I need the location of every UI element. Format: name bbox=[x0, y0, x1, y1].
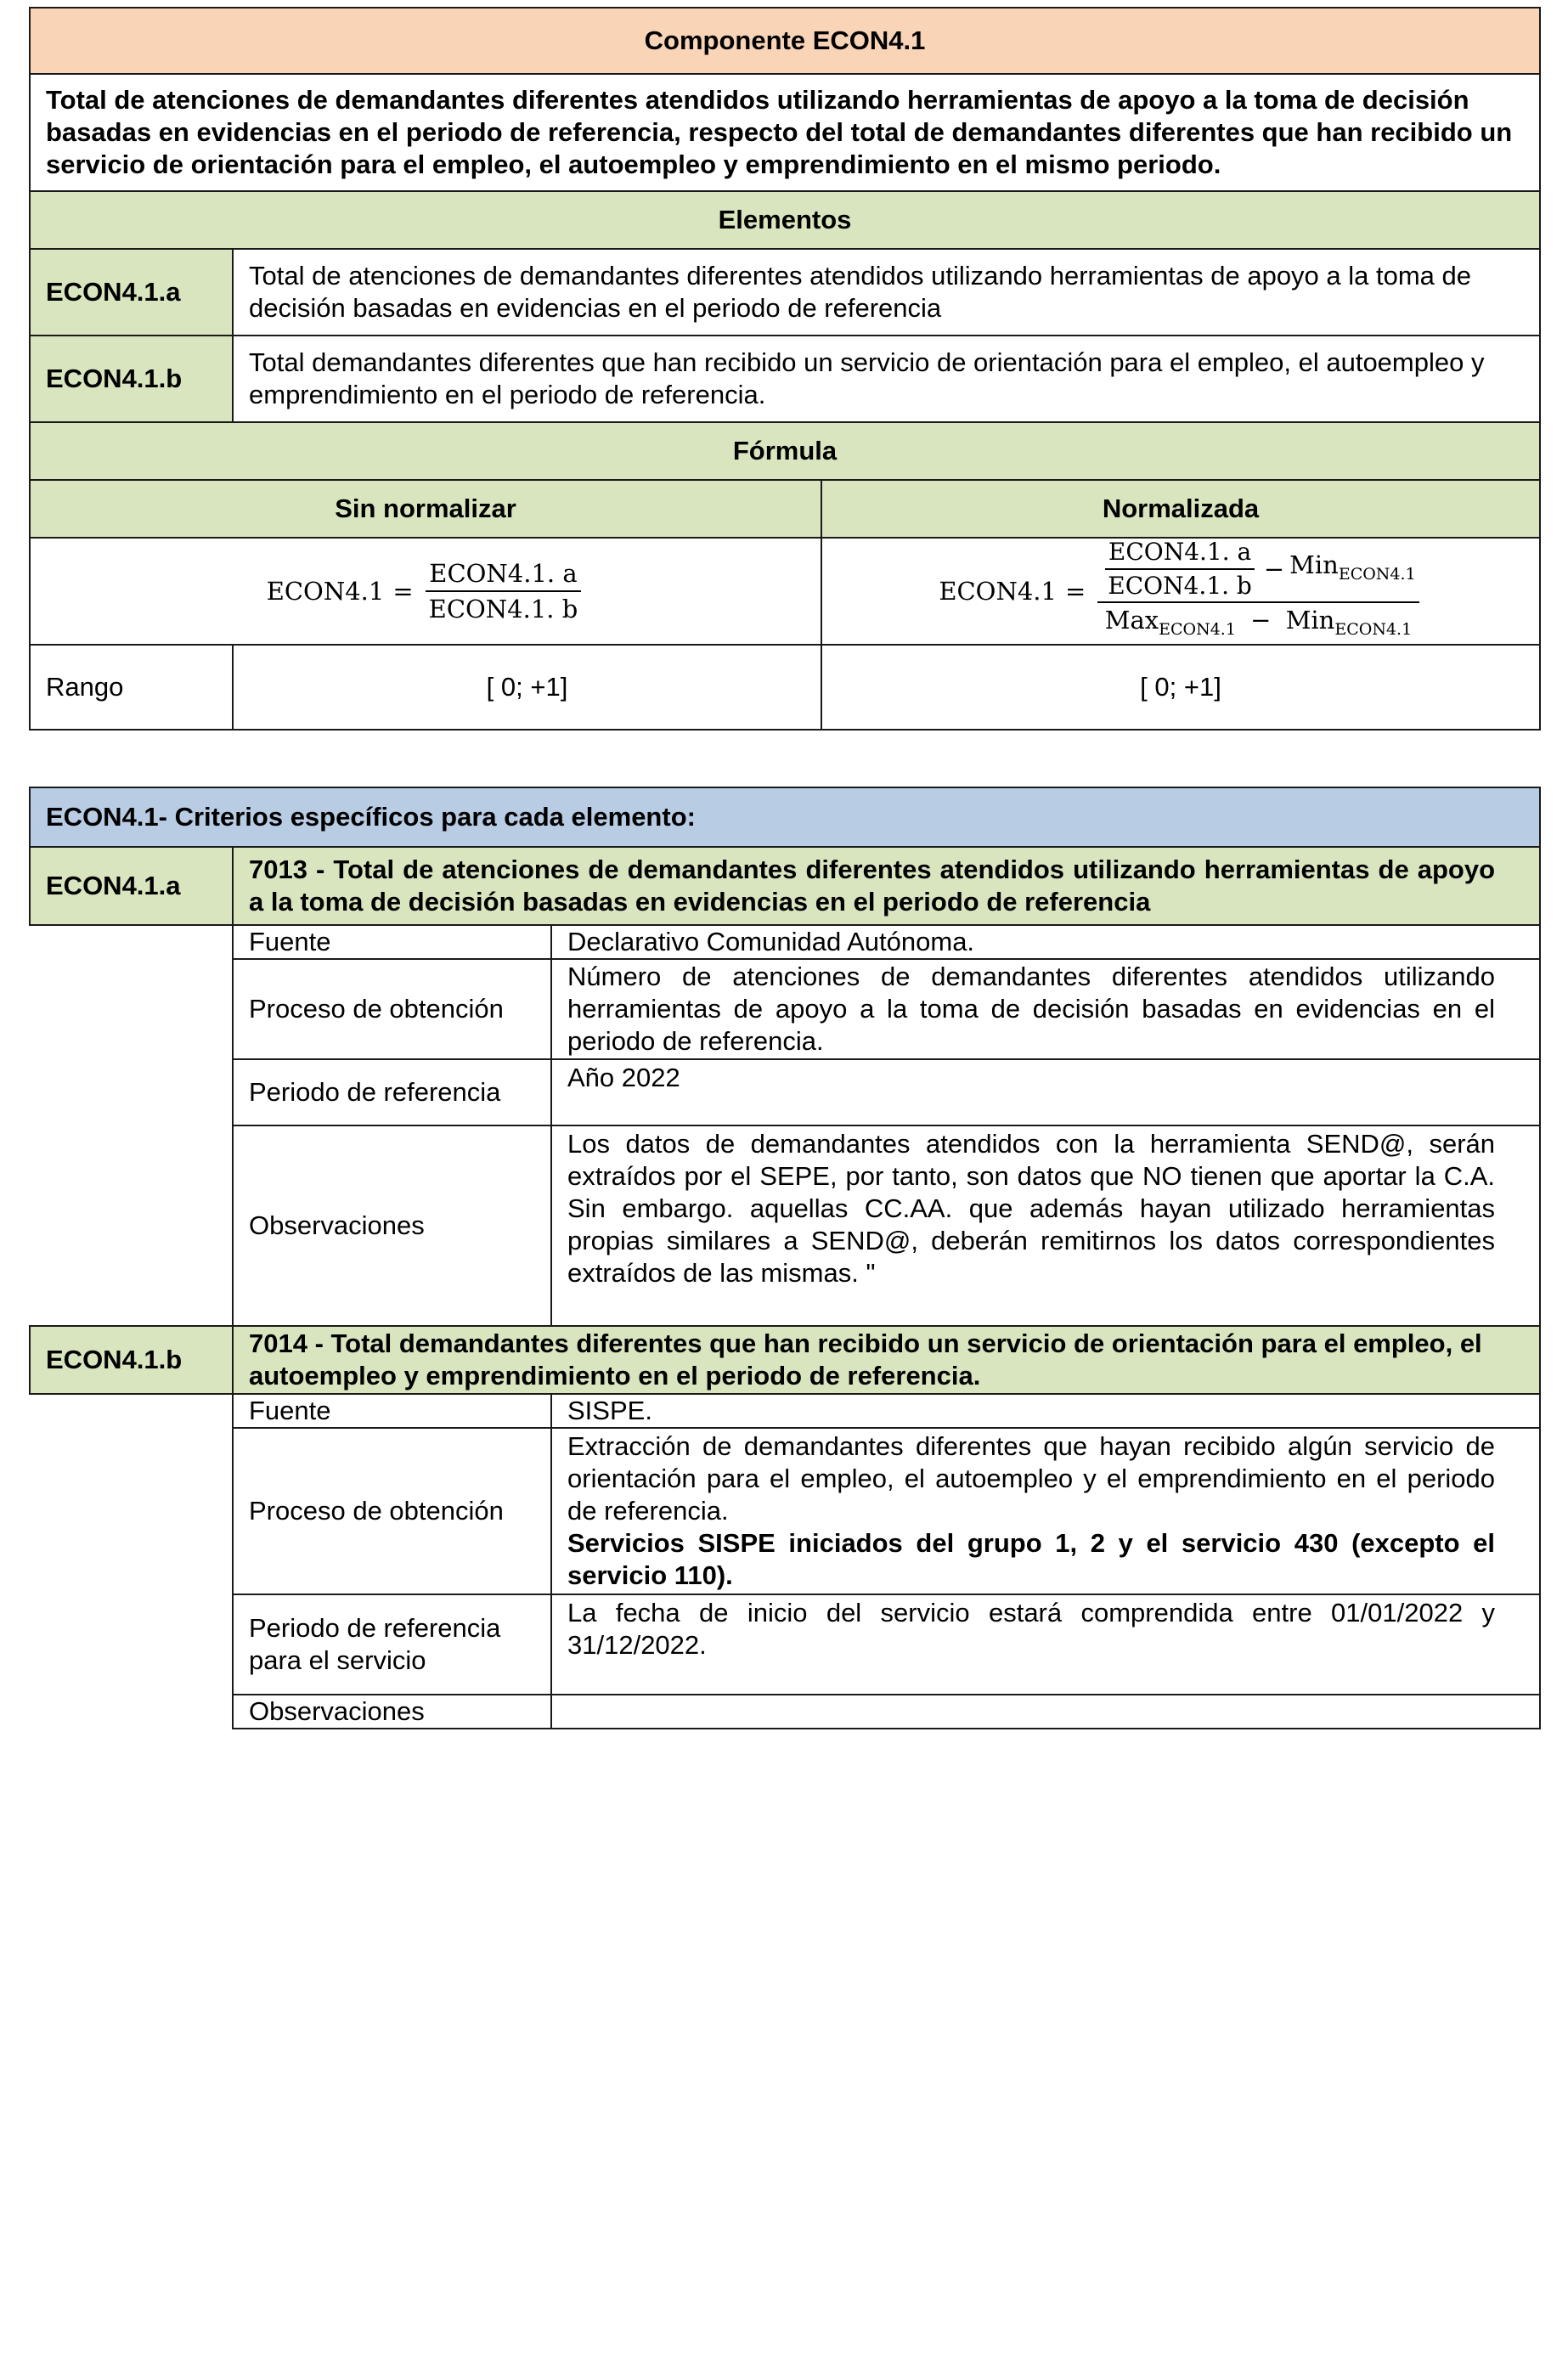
b-fuente-value: SISPE. bbox=[551, 1394, 1540, 1428]
indent-spacer bbox=[30, 959, 233, 1059]
formula-eq: = bbox=[392, 577, 414, 606]
formula-min-2: Min bbox=[1285, 606, 1335, 635]
formula-max: Max bbox=[1104, 606, 1159, 635]
indent-spacer bbox=[30, 1125, 233, 1326]
indent-spacer bbox=[30, 1428, 233, 1594]
formula-norm-denominator bbox=[1102, 603, 1415, 644]
formula-norm-lhs: ECON4.1 bbox=[939, 576, 1057, 606]
formula-sub-3: ECON4.1 bbox=[1334, 619, 1413, 639]
element-code-a: ECON4.1.a bbox=[30, 249, 233, 336]
b-periodo-value: La fecha de inicio del servicio estará comprendida entre 01/01/2022 y 31/12/2022. bbox=[551, 1594, 1540, 1695]
formula-sub-1: ECON4.1 bbox=[1338, 564, 1416, 584]
b-proceso-services: Servicios SISPE iniciados del grupo 1, 2 y el servicio 430 (excepto el servicio 110). bbox=[567, 1528, 1496, 1590]
formula-normalizada bbox=[821, 538, 1540, 645]
b-fuente-label: Fuente bbox=[233, 1394, 551, 1428]
a-fuente-value: Declarativo Comunidad Autónoma. bbox=[551, 925, 1540, 959]
formula-inner-num: ECON4.1. a bbox=[1105, 539, 1255, 570]
indent-spacer bbox=[30, 925, 233, 959]
col-sin-normalizar: Sin normalizar bbox=[30, 480, 821, 538]
col-normalizada: Normalizada bbox=[821, 480, 1540, 538]
formula-inner-fraction bbox=[1104, 539, 1255, 600]
criteria-code-b: ECON4.1.b bbox=[30, 1326, 233, 1394]
formula-raw bbox=[267, 559, 585, 623]
a-periodo-value: Año 2022 bbox=[551, 1059, 1540, 1125]
formula-normalized bbox=[939, 539, 1422, 644]
element-text-a: Total de atenciones de demandantes diferentes atendidos utilizando herramientas de apoyo a la toma de decisión basadas en evidencias en el periodo de referencia bbox=[233, 249, 1540, 336]
b-observaciones-value bbox=[551, 1695, 1540, 1729]
indent-spacer bbox=[30, 1394, 233, 1428]
element-code-b: ECON4.1.b bbox=[30, 336, 233, 422]
rango-normalizada: [ 0; +1] bbox=[821, 645, 1540, 730]
formula-norm-numerator bbox=[1097, 539, 1419, 603]
formula-inner-den: ECON4.1. b bbox=[1108, 572, 1252, 601]
a-observaciones-value: Los datos de demandantes atendidos con la herramienta SEND@, serán extraídos por el SEPE, por tanto, son datos que NO tienen que aportar la C.A. Sin embargo. aquellas CC.AA. que además hayan utilizado herramientas propias similares a SEND@, deberán remitirnos los datos correspondientes extraídos de las mismas. " bbox=[551, 1125, 1540, 1326]
a-proceso-label: Proceso de obtención bbox=[233, 959, 551, 1059]
rango-sin-normalizar: [ 0; +1] bbox=[233, 645, 821, 730]
formula-numerator: ECON4.1. a bbox=[426, 559, 580, 592]
formula-fraction bbox=[426, 559, 582, 623]
a-fuente-label: Fuente bbox=[233, 925, 551, 959]
formula-norm-eq: = bbox=[1064, 576, 1086, 606]
a-observaciones-label: Observaciones bbox=[233, 1125, 551, 1326]
formula-norm-fraction bbox=[1097, 539, 1419, 644]
indent-spacer bbox=[30, 1594, 233, 1695]
b-periodo-label: Periodo de referencia para el servicio bbox=[233, 1594, 551, 1695]
rango-label: Rango bbox=[30, 645, 233, 730]
criteria-code-a: ECON4.1.a bbox=[30, 847, 233, 925]
b-observaciones-label: Observaciones bbox=[233, 1695, 551, 1729]
formula-header: Fórmula bbox=[30, 422, 1540, 480]
criteria-header: ECON4.1- Criterios específicos para cada elemento: bbox=[30, 787, 1540, 847]
b-proceso-value bbox=[551, 1428, 1540, 1594]
formula-sin-normalizar bbox=[30, 538, 821, 645]
formula-sub-2: ECON4.1 bbox=[1159, 619, 1236, 639]
elements-header: Elementos bbox=[30, 191, 1540, 249]
formula-lhs: ECON4.1 bbox=[266, 577, 385, 606]
a-periodo-label: Periodo de referencia bbox=[233, 1059, 551, 1125]
a-proceso-value: Número de atenciones de demandantes diferentes atendidos utilizando herramientas de apoyo a la toma de decisión basadas en evidencias en el periodo de referencia. bbox=[551, 959, 1540, 1059]
criteria-title-a: 7013 - Total de atenciones de demandantes diferentes atendidos utilizando herramientas de apoyo a la toma de decisión basadas en evidencias en el periodo de referencia bbox=[233, 847, 1540, 925]
formula-minus-1: − bbox=[1263, 555, 1285, 584]
criteria-title-b: 7014 - Total demandantes diferentes que han recibido un servicio de orientación para el empleo, el autoempleo y emprendimiento en el periodo de referencia. bbox=[233, 1326, 1540, 1394]
formula-denominator: ECON4.1. b bbox=[428, 595, 578, 623]
indent-spacer bbox=[30, 1059, 233, 1125]
b-proceso-label: Proceso de obtención bbox=[233, 1428, 551, 1594]
formula-min-1: Min bbox=[1289, 550, 1339, 579]
b-proceso-text: Extracción de demandantes diferentes que hayan recibido algún servicio de orientación para el empleo, el autoempleo y el emprendimiento en el periodo de referencia. bbox=[567, 1431, 1496, 1526]
criteria-table bbox=[29, 787, 1541, 1729]
element-text-b: Total demandantes diferentes que han recibido un servicio de orientación para el empleo, el autoempleo y emprendimiento en el periodo de referencia. bbox=[233, 336, 1540, 422]
component-table bbox=[29, 7, 1541, 731]
component-title: Componente ECON4.1 bbox=[30, 8, 1540, 74]
indent-spacer bbox=[30, 1695, 233, 1729]
component-description: Total de atenciones de demandantes diferentes atendidos utilizando herramientas de apoyo a la toma de decisión basadas en evidencias en el periodo de referencia, respecto del total de demandantes diferentes que han recibido un servicio de orientación para el empleo, el autoempleo y emprendimiento en el mismo periodo. bbox=[30, 74, 1540, 191]
formula-minus-2: − bbox=[1250, 606, 1272, 635]
